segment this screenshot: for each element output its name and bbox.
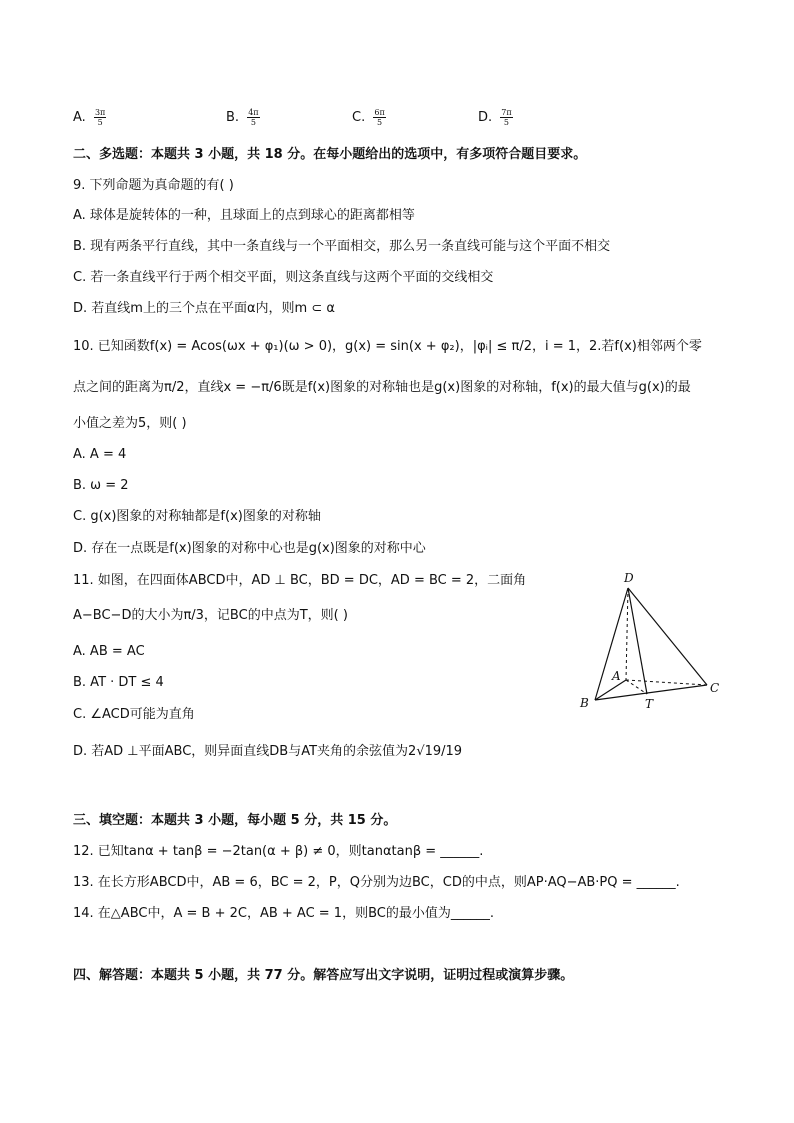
section-multi-heading: 二、多选题：本题共 3 小题，共 18 分。在每小题给出的选项中，有多项符合题目要求。 — [73, 147, 587, 162]
label-b: B — [580, 696, 589, 710]
section-solve-heading: 四、解答题：本题共 5 小题，共 77 分。解答应写出文字说明，证明过程或演算步骤。 — [73, 968, 574, 983]
q11-option-c: C. ∠ACD可能为直角 — [73, 707, 195, 722]
q10-line1: 10. 已知函数f(x) = Acos(ωx + φ₁)(ω > 0)，g(x) = sin(x + φ₂)，|φᵢ| ≤ π/2，i = 1，2.若f(x)相邻两个零 — [73, 339, 702, 354]
q10-option-a: A. A = 4 — [73, 447, 127, 462]
label-a: A — [612, 669, 621, 683]
q11-option-a: A. AB = AC — [73, 644, 145, 659]
label-d: D — [624, 571, 634, 585]
fraction: $\frac{6\pi}{5}$ — [374, 108, 385, 127]
option-a: A. $\frac{3\pi}{5}$ — [73, 108, 106, 127]
q12: 12. 已知tanα + tanβ = −2tan(α + β) ≠ 0，则tanαtanβ = ______. — [73, 844, 484, 859]
edge-ac-hidden — [626, 680, 707, 685]
edge-da-hidden — [626, 588, 628, 680]
option-b: B. $\frac{4\pi}{5}$ — [226, 108, 259, 127]
option-d: D. $\frac{7\pi}{5}$ — [478, 108, 512, 127]
edge-dt — [628, 588, 647, 694]
q13: 13. 在长方形ABCD中，AB = 6，BC = 2，P，Q分别为边BC，CD的中点，则AP·AQ−AB·PQ = ______. — [73, 875, 680, 890]
fraction: $\frac{4\pi}{5}$ — [248, 108, 259, 127]
q9-option-a: A. 球体是旋转体的一种，且球面上的点到球心的距离都相等 — [73, 208, 415, 223]
q9-stem: 9. 下列命题为真命题的有( ) — [73, 178, 234, 193]
q10-option-c: C. g(x)图象的对称轴都是f(x)图象的对称轴 — [73, 509, 321, 524]
q11-option-b: B. AT · DT ≤ 4 — [73, 675, 164, 690]
tetrahedron-figure — [575, 568, 735, 713]
q14: 14. 在△ABC中，A = B + 2C，AB + AC = 1，则BC的最小值为______. — [73, 906, 494, 921]
q9-option-d: D. 若直线m上的三个点在平面α内，则m ⊂ α — [73, 301, 335, 316]
option-c: C. $\frac{6\pi}{5}$ — [352, 108, 385, 127]
fraction: $\frac{7\pi}{5}$ — [501, 108, 512, 127]
q11-line1: 11. 如图，在四面体ABCD中，AD ⊥ BC，BD = DC，AD = BC = 2，二面角 — [73, 573, 527, 588]
section-fill-heading: 三、填空题：本题共 3 小题，每小题 5 分，共 15 分。 — [73, 813, 397, 828]
q10-line2: 点之间的距离为π/2，直线x = −π/6既是f(x)图象的对称轴也是g(x)图象的对称轴，f(x)的最大值与g(x)的最 — [73, 380, 691, 395]
edge-db — [595, 588, 628, 700]
edge-at-hidden — [626, 680, 647, 694]
q10-option-b: B. ω = 2 — [73, 478, 129, 493]
fraction: $\frac{3\pi}{5}$ — [94, 108, 106, 127]
q10-line3: 小值之差为5，则( ) — [73, 416, 187, 431]
label-c: C — [710, 681, 720, 695]
label-t: T — [645, 697, 654, 711]
q9-option-c: C. 若一条直线平行于两个相交平面，则这条直线与这两个平面的交线相交 — [73, 270, 494, 285]
edge-dc — [628, 588, 707, 685]
q11-option-d: D. 若AD ⊥平面ABC，则异面直线DB与AT夹角的余弦值为2√19/19 — [73, 744, 463, 759]
q10-option-d: D. 存在一点既是f(x)图象的对称中心也是g(x)图象的对称中心 — [73, 541, 426, 556]
q11-line2: A−BC−D的大小为π/3，记BC的中点为T，则( ) — [73, 608, 348, 623]
q9-option-b: B. 现有两条平行直线，其中一条直线与一个平面相交，那么另一条直线可能与这个平面不相交 — [73, 239, 611, 254]
